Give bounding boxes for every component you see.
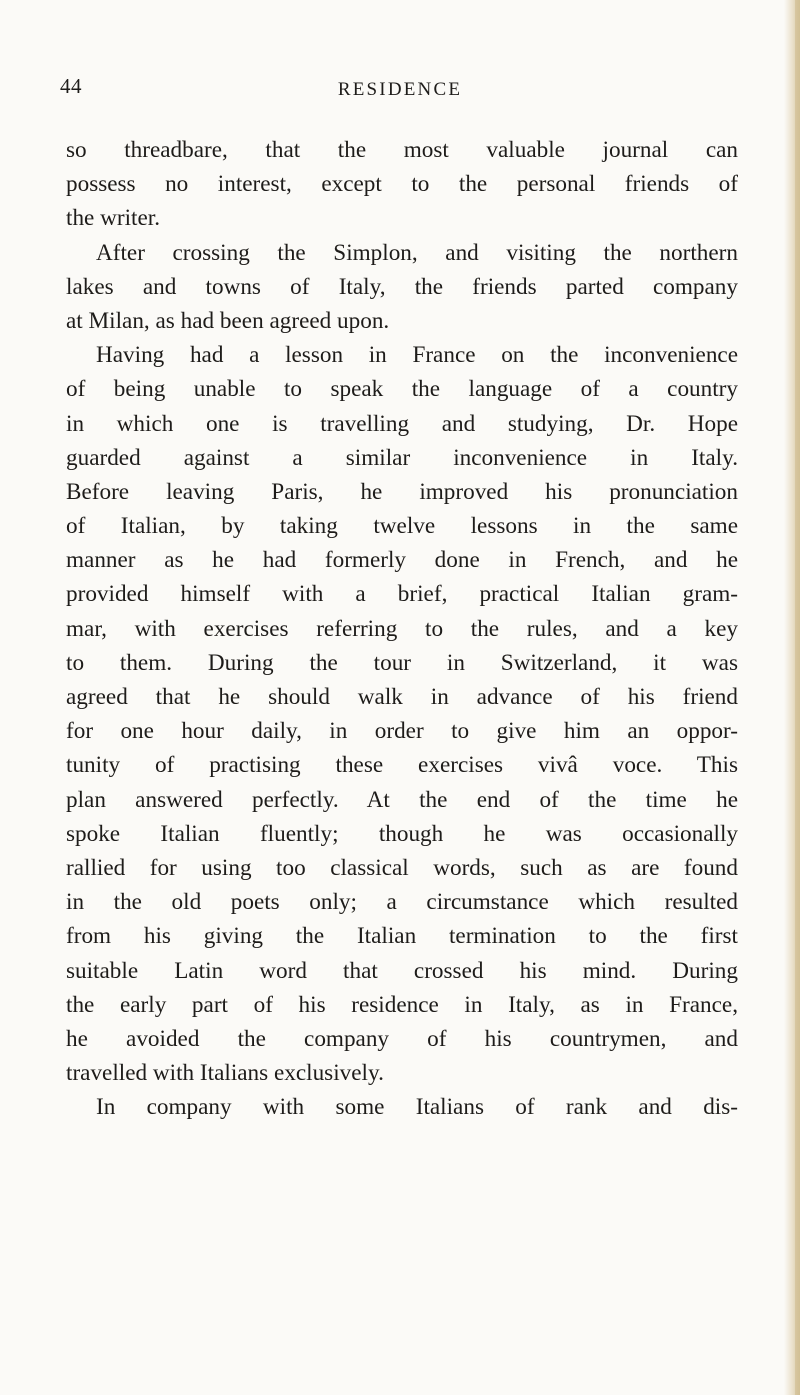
running-head: RESIDENCE — [337, 79, 463, 100]
page-edge-border — [795, 0, 800, 1395]
text-line: Having had a lesson in France on the inconvenience — [96, 342, 738, 369]
text-line: lakes and towns of Italy, the friends parted company — [66, 273, 738, 300]
page-number: 44 — [60, 74, 82, 98]
body-text — [66, 133, 738, 1124]
text-line: the early part of his residence in Italy, as in France, — [66, 991, 738, 1018]
text-line: In company with some Italians of rank and dis- — [96, 1094, 738, 1121]
text-line: of being unable to speak the language of a country — [66, 376, 738, 403]
text-line: of Italian, by taking twelve lessons in the same — [66, 513, 738, 540]
text-line: Before leaving Paris, he improved his pronunciation — [66, 478, 738, 505]
text-line: agreed that he should walk in advance of his friend — [66, 684, 738, 710]
text-line: in which one is travelling and studying, Dr. Hope — [66, 410, 738, 437]
text-line: in the old poets only; a circumstance which resulted — [66, 889, 738, 916]
text-line: rallied for using too classical words, such as are found — [66, 854, 738, 881]
text-line: After crossing the Simplon, and visiting the northern — [96, 239, 738, 266]
text-line: travelled with Italians exclusively. — [66, 1060, 384, 1087]
text-line: at Milan, as had been agreed upon. — [66, 307, 390, 334]
text-line: to them. During the tour in Switzerland, it was — [66, 649, 738, 676]
text-line: the writer. — [66, 205, 161, 232]
text-line: suitable Latin word that crossed his mind. During — [66, 957, 738, 984]
text-line: plan answered perfectly. At the end of the time he — [66, 786, 738, 813]
text-line: provided himself with a brief, practical Italian gram- — [66, 581, 738, 608]
text-line: spoke Italian fluently; though he was occasionally — [66, 820, 738, 847]
text-line: possess no interest, except to the personal friends of — [66, 171, 738, 198]
text-line: tunity of practising these exercises vivâ voce. This — [66, 752, 738, 779]
text-line: so threadbare, that the most valuable journal can — [66, 137, 738, 163]
text-line: he avoided the company of his countrymen, and — [66, 1025, 738, 1052]
text-line: mar, with exercises referring to the rules, and a key — [66, 615, 738, 642]
text-line: from his giving the Italian termination to the first — [66, 923, 738, 950]
text-line: manner as he had formerly done in French, and he — [66, 547, 738, 574]
text-line: for one hour daily, in order to give him an oppor- — [66, 718, 738, 745]
text-line: guarded against a similar inconvenience in Italy. — [66, 444, 738, 471]
